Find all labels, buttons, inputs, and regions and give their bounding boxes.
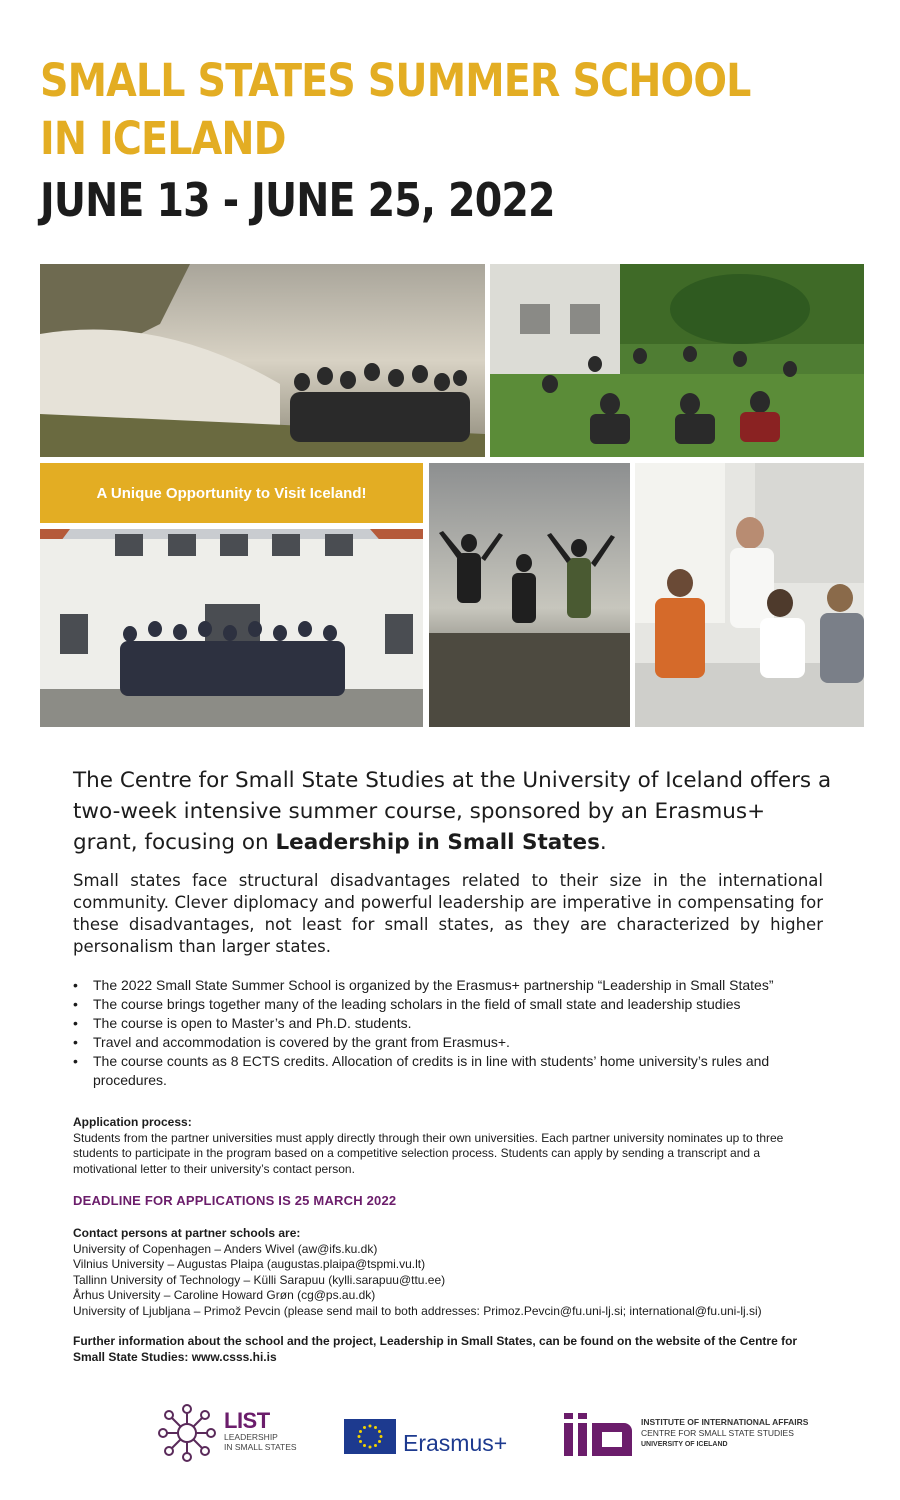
- photo-building-group: [40, 529, 423, 727]
- lead-text: The Centre for Small State Studies at the University of Iceland offers a two-week intensive summer course, sponsored by an Erasmus+ grant, focusing on: [73, 768, 832, 855]
- photo-classroom: [635, 463, 864, 727]
- iia-logo-icon: [562, 1410, 634, 1458]
- intro-paragraph: Small states face structural disadvantages related to their size in the international community. Clever diplomacy and powerful leadership are imperative in compensating for these disadvantages, not least for small states, as they are characterized by higher personalism than larger states.: [73, 871, 823, 956]
- lead-end: .: [599, 830, 607, 855]
- list-logo-line1: LEADERSHIP: [224, 1432, 278, 1442]
- iia-logo-text: [641, 1417, 808, 1450]
- application-heading: Application process:: [73, 1115, 192, 1129]
- bullet-item: • The course brings together many of the leading scholars in the field of small state and leadership studies: [73, 995, 823, 1014]
- title: [40, 52, 750, 168]
- application-process: [73, 1115, 825, 1177]
- contact-item: Århus University – Caroline Howard Grøn (cg@ps.au.dk): [73, 1288, 376, 1302]
- contact-item: Vilnius University – Augustas Plaipa (augustas.plaipa@tspmi.vu.lt): [73, 1257, 426, 1271]
- event-dates: JUNE 13 - JUNE 25, 2022: [40, 173, 555, 227]
- list-logo-icon: [156, 1403, 218, 1463]
- iia-name: INSTITUTE OF INTERNATIONAL AFFAIRS: [641, 1417, 809, 1427]
- further-information: Further information about the school and the project, Leadership in Small States, can be found on the website of the Centre for Small State Studies: www.csss.hi.is: [73, 1334, 798, 1364]
- list-logo-text: [224, 1410, 297, 1452]
- application-text: Students from the partner universities must apply directly through their own universities. Each partner university nominates up to three students to participate in the program based on a competitive selection process. Students can apply by sending a transcript and a motivational letter to their university’s contact person.: [73, 1130, 784, 1176]
- bullet-item: • The course is open to Master’s and Ph.D. students.: [73, 1014, 823, 1033]
- contacts-heading: Contact persons at partner schools are:: [73, 1226, 301, 1240]
- contact-item: Tallinn University of Technology – Külli Sarapuu (kylli.sarapuu@ttu.ee): [73, 1272, 446, 1287]
- lead-paragraph: [73, 765, 833, 858]
- iia-centre: CENTRE FOR SMALL STATE STUDIES: [641, 1428, 794, 1438]
- photo-waterfall-group: [40, 264, 485, 457]
- list-logo-line2: IN SMALL STATES: [224, 1442, 297, 1452]
- contact-persons: [73, 1226, 833, 1319]
- list-logo-wordmark: LIST: [224, 1408, 270, 1433]
- bullet-item: • The course counts as 8 ECTS credits. Allocation of credits is in line with students’ home university’s rules and procedures.: [73, 1052, 823, 1090]
- eu-flag-icon: [344, 1419, 396, 1454]
- contact-item: University of Ljubljana – Primož Pevcin (please send mail to both addresses: Primoz.Pevcin@fu.uni-lj.si; international@fu.uni-lj.si): [73, 1303, 762, 1318]
- bullet-item: • The 2022 Small State Summer School is organized by the Erasmus+ partnership “Leadership in Small States”: [73, 976, 823, 995]
- contact-item: University of Copenhagen – Anders Wivel (aw@ifs.ku.dk): [73, 1241, 378, 1256]
- photo-students-on-grass: [490, 264, 864, 457]
- course-bullets: [73, 976, 823, 1090]
- title-line-1: SMALL STATES SUMMER SCHOOL: [40, 54, 751, 107]
- bullet-item: • Travel and accommodation is covered by the grant from Erasmus+.: [73, 1033, 823, 1052]
- photo-jumping-beach: [429, 463, 630, 727]
- opportunity-banner: A Unique Opportunity to Visit Iceland!: [40, 463, 423, 523]
- lead-highlight: Leadership in Small States: [275, 830, 600, 855]
- title-line-2: IN ICELAND: [40, 112, 286, 165]
- deadline-notice: DEADLINE FOR APPLICATIONS IS 25 MARCH 2022: [73, 1193, 397, 1208]
- iia-university: UNIVERSITY OF ICELAND: [641, 1441, 728, 1448]
- erasmus-wordmark: Erasmus+: [403, 1430, 508, 1456]
